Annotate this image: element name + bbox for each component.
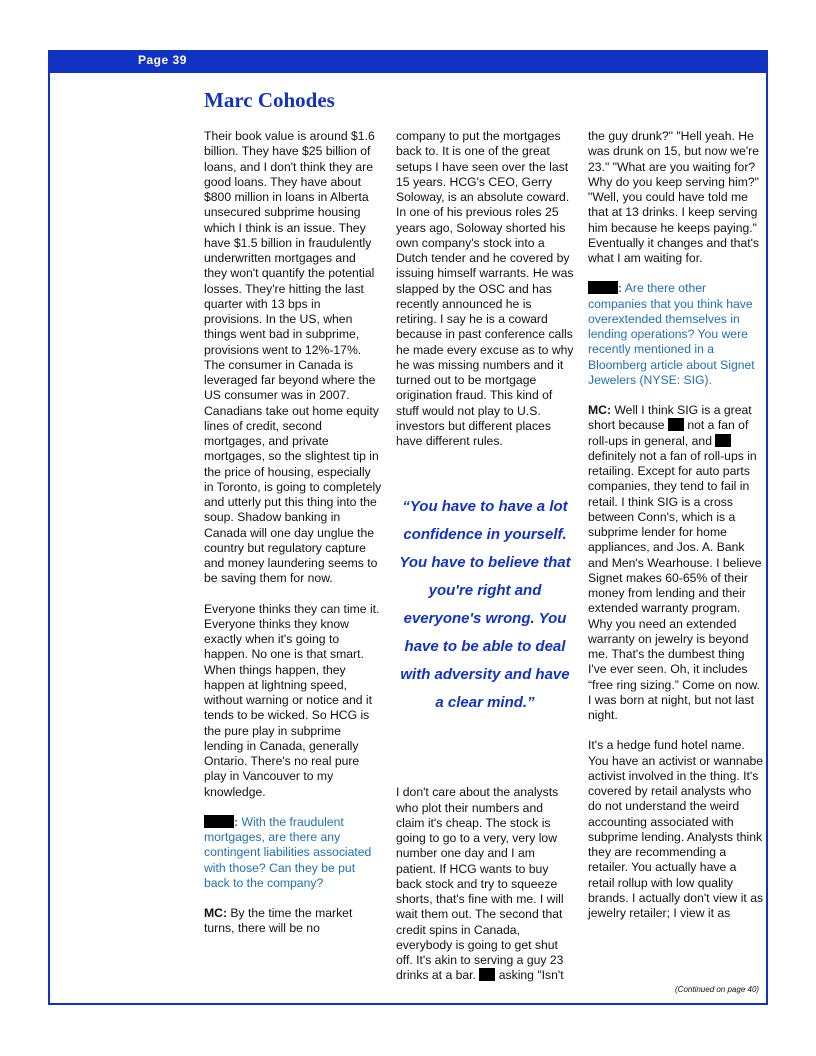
paragraph: It's a hedge fund hotel name. You have an activist or wannabe activist involved in the thing. It's covered by retail analysts who do not understand the weird accounting associated with subprime lending. Analysts think they are recommending a retailer. You actually have a retail rollup with low quality brands. I actually don't view it as jewelry retailer; I view it as [588, 738, 764, 920]
page-number: Page 39 [138, 53, 187, 67]
column-1 [204, 129, 382, 952]
interviewer-question: : Are there other companies that you think have overextended themselves in lending operations? You were recently mentioned in a Bloomberg article about Signet Jewelers (NYSE: SIG). [588, 281, 755, 387]
redaction-block [204, 815, 234, 828]
article-title: Marc Cohodes [204, 88, 335, 112]
interviewer-question: : With the fraudulent mortgages, are there any contingent liabilities associated with those? Can they be put back to the company? [204, 814, 372, 890]
redaction-block [588, 281, 618, 294]
redaction-block [479, 968, 495, 981]
question-text: Are there other companies that you think have overextended themselves in lending operations? You were recently mentioned in a Bloomberg article about Signet Jewelers (NYSE: SIG). [588, 281, 755, 387]
paragraph: company to put the mortgages back to. It is one of the great setups I have seen over the last 15 years. HCG's CEO, Gerry Soloway, is an absolute coward. In one of his previous roles 25 years ago, Soloway shorted his own company's stock into a Dutch tender and he covered by issuing himself warrants. He was slapped by the OSC and has recently announced he is retiring. I say he is a coward because in past conference calls he made every excuse as to why he was missing numbers and it turned out to be mortgage origination fraud. This kind of stuff would not play to U.S. investors but different places have different rules. [396, 129, 574, 448]
answer-paragraph: MC: Well I think SIG is a great short because not a fan of roll-ups in general, and definitely not a fan of roll-ups in retailing. Except for auto parts companies, they tend to fail in retail. I think SIG is a cross between Conn's, which is a subprime lender for home appliances, and Jos. A. Bank and Men's Wearhouse. I believe Signet makes 60-65% of their money from lending and their extended warranty program. Why you need an extended warranty on jewelry is beyond me. That's the dumbest thing I've ever seen. Oh, it includes “free ring sizing.” Come on now. I was born at night, but not last night. [588, 403, 762, 722]
redaction-block [668, 418, 684, 431]
pull-quote: “You have to have a lot confidence in yourself. You have to believe that you're right and everyone's wrong. You have to be able to deal with adversity and have a clear mind.” [399, 498, 571, 712]
answer-paragraph: MC: By the time the market turns, there will be no [204, 906, 353, 936]
column-2 [396, 129, 574, 999]
paragraph: the guy drunk?" "Hell yeah. He was drunk on 15, but now we're 23." "What are you waiting for? Why do you keep serving him?" "Well, you could have told me that at 13 drinks. I keep serving him because he keeps paying." Eventually it changes and that's what I am waiting for. [588, 129, 760, 265]
continued-note: (Continued on page 40) [675, 985, 760, 994]
paragraph: Their book value is around $1.6 billion. They have $25 billion of loans, and I don't think they are good loans. They have about $800 million in loans in Alberta unsecured subprime housing which I think is an issue. They have $1.5 billion in fraudulently underwritten mortgages and they won't quantify the potential losses. They're hitting the last quarter with 13 bps in provisions. In the US, when things went bad in subprime, provisions went to 12%-17%. The consumer in Canada is leveraged far beyond where the US consumer was in 2007. Canadians take out home equity lines of credit, second mortgages, and private mortgages, so the slightest tip in the price of housing, especially in Toronto, is going to completely and utterly put this thing into the soup. Shadow banking in Canada will one day unglue the country but regulatory capture and money laundering seems to be saving them for now. [204, 129, 382, 586]
speaker-label: MC: [588, 403, 612, 417]
paragraph: Everyone thinks they can time it. Everyone thinks they know exactly when it's going to happen. No one is that smart. When things happen, they happen at lightning speed, without warning or notice and it tends to be wicked. So HCG is the pure play in subprime lending in Canada, generally Ontario. There's no real pure play in Vancouver to my knowledge. [204, 601, 380, 799]
redaction-block [715, 434, 731, 447]
column-3 [588, 129, 764, 936]
paragraph: I don't care about the analysts who plot their numbers and claim it's cheap. The stock is going to go to a very, very low number one day and I am patient. If HCG wants to buy back stock and try to squeeze shorts, that's fine with me. I will wait them out. The second that credit spins in Canada, everybody is going to get shut off. It's akin to serving a guy 23 drinks at a bar. asking "Isn't [396, 785, 564, 983]
speaker-label: MC: [204, 906, 228, 920]
question-text: With the fraudulent mortgages, are there any contingent liabilities associated with those? Can they be put back to the company? [204, 814, 372, 890]
